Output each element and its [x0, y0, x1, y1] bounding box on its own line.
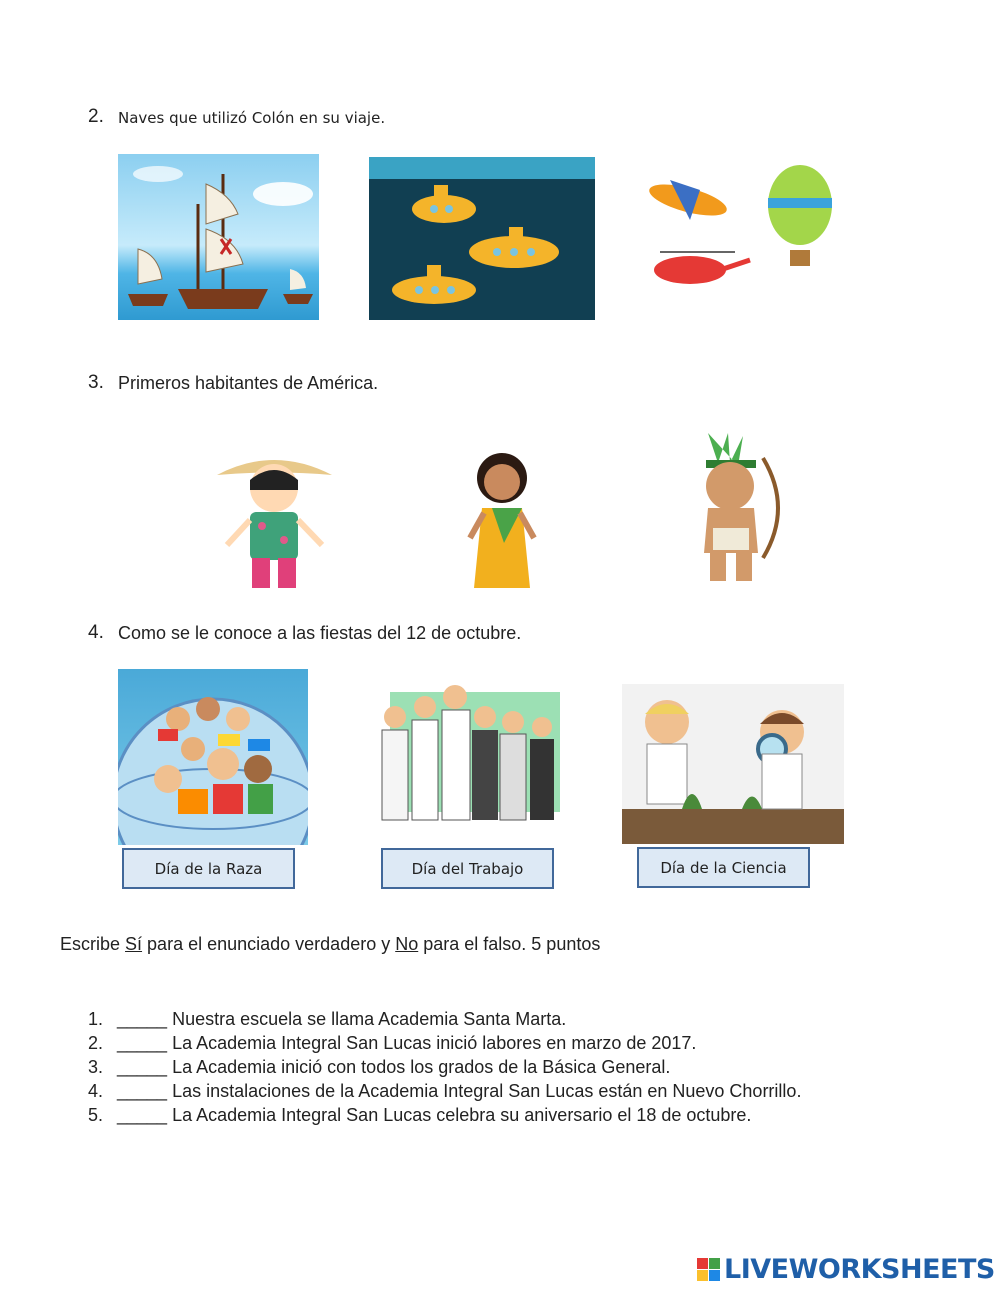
statement-3 [88, 1057, 670, 1078]
q3-number: 3. [88, 372, 104, 393]
dia-de-la-ciencia-image[interactable] [622, 684, 844, 844]
instructions [60, 934, 600, 955]
instructions-si: Sí [125, 934, 143, 954]
logo-text: LIVEWORKSHEETS [724, 1254, 995, 1285]
statement-text: Las instalaciones de la Academia Integral San Lucas están en Nuevo Chorrillo. [167, 1081, 802, 1101]
native-boy-image[interactable] [668, 428, 793, 588]
instructions-part1: Escribe [60, 934, 126, 954]
statement-5 [88, 1105, 751, 1126]
answer-blank[interactable]: _____ [117, 1009, 168, 1029]
statement-4 [88, 1081, 801, 1102]
statement-number: 1. [88, 1009, 104, 1029]
asian-girl-image[interactable] [212, 450, 337, 598]
label-dia-de-la-ciencia: Día de la Ciencia [637, 847, 810, 888]
instructions-no: No [395, 934, 419, 954]
submarines-image[interactable] [369, 157, 595, 320]
statement-number: 3. [88, 1057, 104, 1077]
statement-1 [88, 1009, 566, 1030]
statement-number: 4. [88, 1081, 104, 1101]
q2-text: Naves que utilizó Colón en su viaje. [118, 109, 386, 127]
dia-del-trabajo-image[interactable] [370, 672, 570, 842]
answer-blank[interactable]: _____ [117, 1033, 168, 1053]
answer-blank[interactable]: _____ [117, 1081, 168, 1101]
caravels-image[interactable] [118, 154, 319, 320]
dia-de-la-raza-image[interactable] [118, 669, 308, 845]
liveworksheets-logo[interactable] [697, 1254, 995, 1285]
statement-text: La Academia inició con todos los grados de la Básica General. [167, 1057, 671, 1077]
statement-2 [88, 1033, 696, 1054]
answer-blank[interactable]: _____ [117, 1105, 168, 1125]
label-dia-de-la-raza: Día de la Raza [122, 848, 295, 889]
label-dia-del-trabajo: Día del Trabajo [381, 848, 554, 889]
statement-text: La Academia Integral San Lucas celebra su aniversario el 18 de octubre. [167, 1105, 752, 1125]
instructions-part3: para el falso. 5 puntos [418, 934, 601, 954]
statement-text: Nuestra escuela se llama Academia Santa Marta. [167, 1009, 567, 1029]
q4-text: Como se le conoce a las fiestas del 12 de octubre. [118, 623, 522, 643]
instructions-part2: para el enunciado verdadero y [142, 934, 396, 954]
statement-text: La Academia Integral San Lucas inició labores en marzo de 2017. [167, 1033, 697, 1053]
q3-text: Primeros habitantes de América. [118, 373, 379, 393]
indian-girl-image[interactable] [462, 448, 542, 596]
q2-number: 2. [88, 106, 104, 127]
answer-blank[interactable]: _____ [117, 1057, 168, 1077]
logo-icon [697, 1258, 720, 1281]
statement-number: 5. [88, 1105, 104, 1125]
statement-number: 2. [88, 1033, 104, 1053]
aircraft-image[interactable] [640, 160, 850, 305]
q4-number: 4. [88, 622, 104, 643]
